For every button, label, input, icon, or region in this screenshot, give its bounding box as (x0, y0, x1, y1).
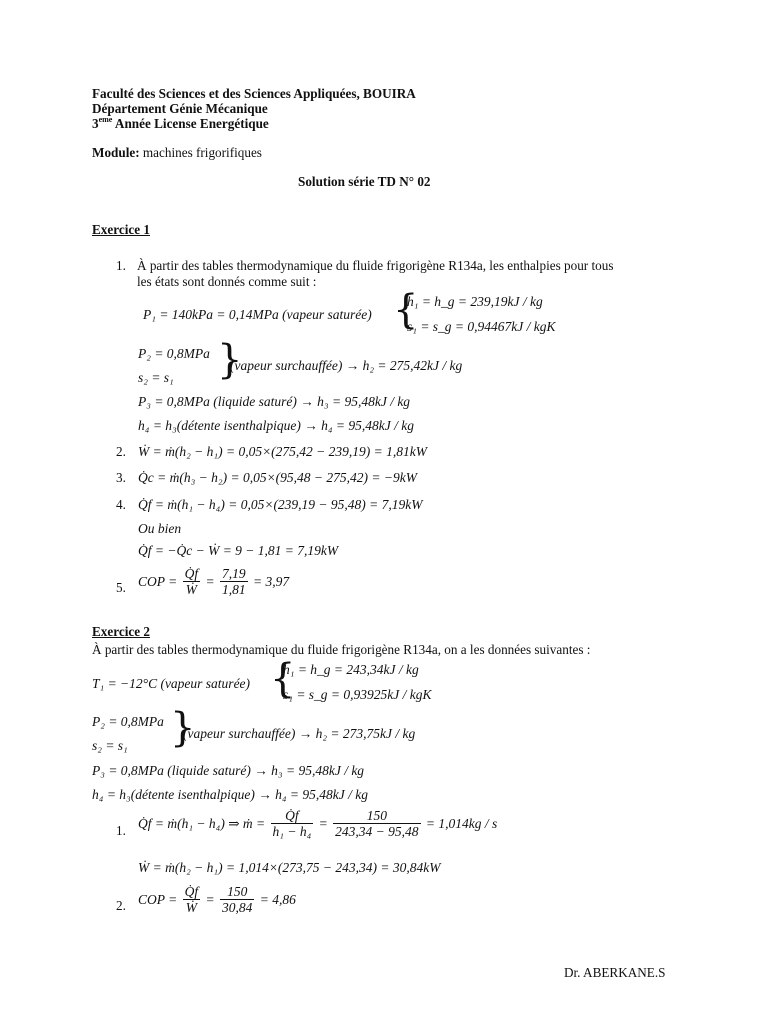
ex2-eq-h2: (vapeur surchauffée) → h₂ = 273,75kJ / kg (183, 726, 416, 741)
ex2-eq-h1: h₁ = h_g = 243,34kJ / kg (283, 662, 419, 677)
ex1-eq-qf: Q̇f = ṁ(h₁ − h₄) = 0,05×(239,19 − 95,48) = 7,19kW (138, 497, 423, 512)
page-title: Solution série TD N° 02 (298, 174, 431, 189)
ex1-item-2-number: 2. (116, 444, 126, 459)
ex1-eq-qf-alt: Q̇f = −Q̇c − Ẇ = 9 − 1,81 = 7,19kW (138, 543, 339, 558)
ex2-item-2-number: 2. (116, 898, 126, 913)
ex2-eq-work: Ẇ = ṁ(h₂ − h₁) = 1,014×(273,75 − 243,34) = 30,84kW (138, 860, 441, 875)
ex1-item-1-number: 1. (116, 258, 126, 273)
ex2-intro: À partir des tables thermodynamique du fluide frigorigène R134a, on a les données suivantes : (92, 642, 591, 657)
ex1-eq-s2: s₂ = s₁ (138, 370, 174, 385)
ex2-eq-s2: s₂ = s₁ (92, 738, 128, 753)
header-department: Département Génie Mécanique (92, 101, 268, 116)
ex1-eq-h1: h₁ = h_g = 239,19kJ / kg (407, 294, 543, 309)
ex1-ou-bien: Ou bien (138, 521, 182, 536)
ex1-eq-qc: Q̇c = ṁ(h₃ − h₂) = 0,05×(95,48 − 275,42) = −9kW (138, 470, 417, 485)
author-signature: Dr. ABERKANE.S (564, 965, 666, 980)
exercise-1-heading: Exercice 1 (92, 222, 150, 237)
exercise-2-heading: Exercice 2 (92, 624, 150, 639)
ex2-eq-p3: P₃ = 0,8MPa (liquide saturé) → h₃ = 95,48kJ / kg (92, 763, 365, 778)
ex1-item-1-text: À partir des tables thermodynamique du fluide frigorigène R134a, les enthalpies pour tous (137, 258, 614, 273)
ex1-eq-p3: P₃ = 0,8MPa (liquide saturé) → h₃ = 95,48kJ / kg (138, 394, 411, 409)
ex1-eq-cop: COP = $\frac{Q̇f}{\text{Ẇ}}$ = $\frac{7,19}{1,81}$ = 3,97 (138, 566, 290, 597)
ex1-eq-p2: P₂ = 0,8MPa (138, 346, 210, 361)
brace-icon: { (393, 287, 419, 333)
brace-icon: } (217, 337, 243, 383)
header-year: 3eme Année License Energétique (92, 115, 269, 131)
ex1-item-3-number: 3. (116, 470, 126, 485)
ex2-eq-mass-flow: Q̇f = ṁ(h₁ − h₄) ⇒ ṁ = $\frac{Q̇f}{\text{h₁ − h₄}}$ = $\frac{150}{243,34 - 95,48}$ = 1,014kg / s (138, 808, 498, 839)
ex2-eq-p2: P₂ = 0,8MPa (92, 714, 164, 729)
ex1-item-4-number: 4. (116, 497, 126, 512)
header-faculty: Faculté des Sciences et des Sciences Appliquées, BOUIRA (92, 86, 416, 101)
ex1-eq-p1: P₁ = 140kPa = 0,14MPa (vapeur saturée) (143, 307, 372, 322)
module-line: Module: machines frigorifiques (92, 145, 262, 160)
brace-icon: } (170, 705, 196, 751)
ex1-eq-work: Ẇ = ṁ(h₂ − h₁) = 0,05×(275,42 − 239,19) = 1,81kW (138, 444, 428, 459)
ex2-eq-cop: COP = $\frac{Q̇f}{\text{Ẇ}}$ = $\frac{150}{30,84}$ = 4,86 (138, 884, 296, 915)
ex2-item-1-number: 1. (116, 823, 126, 838)
ex2-eq-s1: s₁ = s_g = 0,93925kJ / kgK (283, 687, 432, 702)
ex1-eq-h2: (vapeur surchauffée) → h₂ = 275,42kJ / kg (230, 358, 463, 373)
ex1-item-1-text-cont: les états sont donnés comme suit : (137, 274, 317, 289)
ex2-eq-h4: h₄ = h₃(détente isenthalpique) → h₄ = 95,48kJ / kg (92, 787, 368, 802)
ex1-eq-h4: h₄ = h₃(détente isenthalpique) → h₄ = 95,48kJ / kg (138, 418, 414, 433)
ex1-eq-s1: s₁ = s_g = 0,94467kJ / kgK (407, 319, 556, 334)
ex2-eq-t1: T₁ = −12°C (vapeur saturée) (92, 676, 251, 691)
ex1-item-5-number: 5. (116, 580, 126, 595)
brace-icon: { (270, 656, 296, 702)
